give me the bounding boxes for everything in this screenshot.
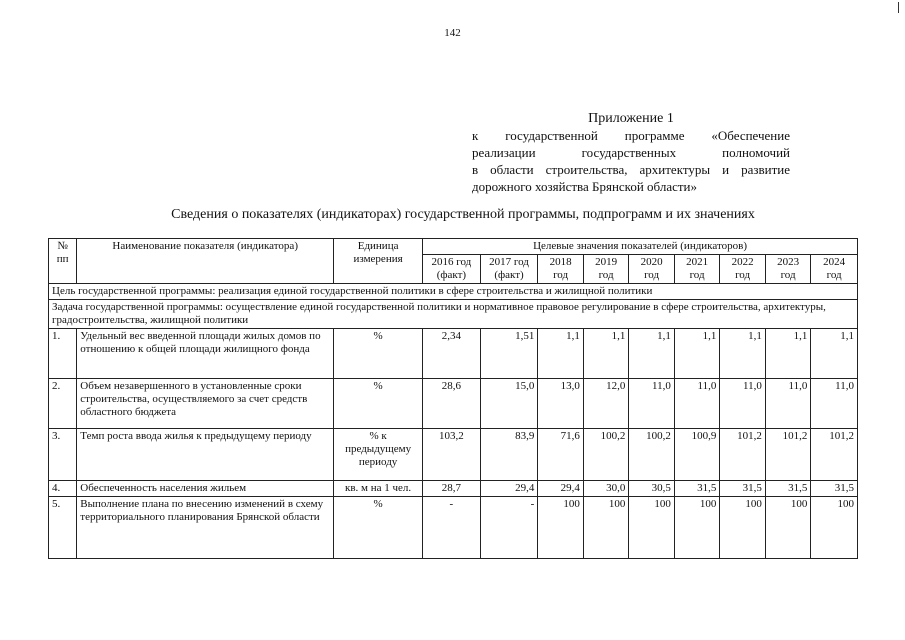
- indicator-value: 11,0: [811, 379, 858, 429]
- table-row: [49, 329, 858, 379]
- table-header-row: [49, 239, 858, 255]
- indicator-value: 31,5: [674, 481, 720, 497]
- indicator-value: 28,6: [423, 379, 481, 429]
- indicator-value: 2,34: [423, 329, 481, 379]
- indicator-name: Темп роста ввода жилья к предыдущему периоду: [77, 429, 334, 481]
- col-header-name: Наименование показателя (индикатора): [77, 239, 334, 284]
- indicator-value: 1,51: [480, 329, 538, 379]
- indicator-value: 100: [629, 497, 675, 559]
- appendix-block: [472, 110, 790, 195]
- year-header: 2024 год: [811, 255, 858, 284]
- indicator-value: 100: [811, 497, 858, 559]
- indicator-value: 103,2: [423, 429, 481, 481]
- indicator-value: 100: [674, 497, 720, 559]
- indicator-value: 13,0: [538, 379, 584, 429]
- indicator-value: 15,0: [480, 379, 538, 429]
- year-header: 2022 год: [720, 255, 766, 284]
- goal-row: [49, 284, 858, 300]
- indicator-value: 29,4: [538, 481, 584, 497]
- indicator-value: 12,0: [583, 379, 629, 429]
- document-title: Сведения о показателях (индикаторах) государственной программы, подпрограмм и их значениях: [171, 207, 755, 222]
- appendix-heading: Приложение 1: [588, 111, 674, 126]
- appendix-line: дорожного хозяйства Брянской области»: [472, 179, 697, 194]
- indicator-value: 11,0: [765, 379, 811, 429]
- indicator-value: 101,2: [811, 429, 858, 481]
- col-header-targets: Целевые значения показателей (индикаторов): [423, 239, 858, 255]
- indicator-value: 11,0: [629, 379, 675, 429]
- year-header: 2016 год (факт): [423, 255, 481, 284]
- year-header: 2017 год (факт): [480, 255, 538, 284]
- indicator-value: 11,0: [674, 379, 720, 429]
- page-number: 142: [444, 27, 461, 39]
- edge-mark: [898, 2, 899, 13]
- indicator-value: 100,9: [674, 429, 720, 481]
- indicator-value: 1,1: [538, 329, 584, 379]
- indicator-value: 1,1: [674, 329, 720, 379]
- indicator-unit: %: [334, 329, 423, 379]
- indicator-value: 31,5: [811, 481, 858, 497]
- indicator-name: Выполнение плана по внесению изменений в схему территориального планирования Брянской области: [77, 497, 334, 559]
- year-header: 2020 год: [629, 255, 675, 284]
- indicator-unit: %: [334, 379, 423, 429]
- appendix-line: к государственной программе «Обеспечение: [472, 128, 790, 143]
- indicator-value: 100,2: [629, 429, 675, 481]
- col-header-number: № пп: [49, 239, 77, 284]
- indicator-value: 100,2: [583, 429, 629, 481]
- indicator-value: 28,7: [423, 481, 481, 497]
- indicator-value: 31,5: [765, 481, 811, 497]
- indicator-value: 29,4: [480, 481, 538, 497]
- col-header-unit: Единица измерения: [334, 239, 423, 284]
- indicator-value: 100: [720, 497, 766, 559]
- row-number: 3.: [49, 429, 77, 481]
- indicator-value: 101,2: [765, 429, 811, 481]
- task-text: Задача государственной программы: осуществление единой государственной политики и нормативное правовое регулирование в сфере строительства, архитектуры, градостроительства, жилищной политики: [49, 300, 858, 329]
- indicator-value: 100: [765, 497, 811, 559]
- indicator-value: 1,1: [765, 329, 811, 379]
- indicator-value: 100: [583, 497, 629, 559]
- row-number: 2.: [49, 379, 77, 429]
- indicator-value: 100: [538, 497, 584, 559]
- goal-text: Цель государственной программы: реализация единой государственной политики в сфере строительства и жилищной политики: [49, 284, 858, 300]
- indicator-unit: %: [334, 497, 423, 559]
- indicator-value: 1,1: [811, 329, 858, 379]
- indicator-unit: % к предыдущему периоду: [334, 429, 423, 481]
- indicator-value: 1,1: [583, 329, 629, 379]
- indicator-name: Объем незавершенного в установленные сроки строительства, осуществляемого за счет средств областного бюджета: [77, 379, 334, 429]
- indicator-unit: кв. м на 1 чел.: [334, 481, 423, 497]
- task-row: [49, 300, 858, 329]
- year-header: 2023 год: [765, 255, 811, 284]
- indicator-value: 83,9: [480, 429, 538, 481]
- year-header: 2021 год: [674, 255, 720, 284]
- table-row: [49, 481, 858, 497]
- table-row: [49, 497, 858, 559]
- indicator-value: 11,0: [720, 379, 766, 429]
- row-number: 4.: [49, 481, 77, 497]
- year-header: 2018 год: [538, 255, 584, 284]
- year-header: 2019 год: [583, 255, 629, 284]
- indicator-value: 101,2: [720, 429, 766, 481]
- indicator-value: -: [423, 497, 481, 559]
- indicator-value: 31,5: [720, 481, 766, 497]
- indicator-value: -: [480, 497, 538, 559]
- indicator-value: 30,5: [629, 481, 675, 497]
- indicator-value: 71,6: [538, 429, 584, 481]
- row-number: 5.: [49, 497, 77, 559]
- appendix-line: в области строительства, архитектуры и развитие: [472, 162, 790, 177]
- indicator-value: 30,0: [583, 481, 629, 497]
- indicator-value: 1,1: [629, 329, 675, 379]
- indicator-value: 1,1: [720, 329, 766, 379]
- indicators-table: [48, 238, 858, 559]
- indicator-name: Удельный вес введенной площади жилых домов по отношению к общей площади жилищного фонда: [77, 329, 334, 379]
- row-number: 1.: [49, 329, 77, 379]
- appendix-line: реализации государственных полномочий: [472, 145, 790, 160]
- table-row: [49, 379, 858, 429]
- indicator-name: Обеспеченность населения жильем: [77, 481, 334, 497]
- table-row: [49, 429, 858, 481]
